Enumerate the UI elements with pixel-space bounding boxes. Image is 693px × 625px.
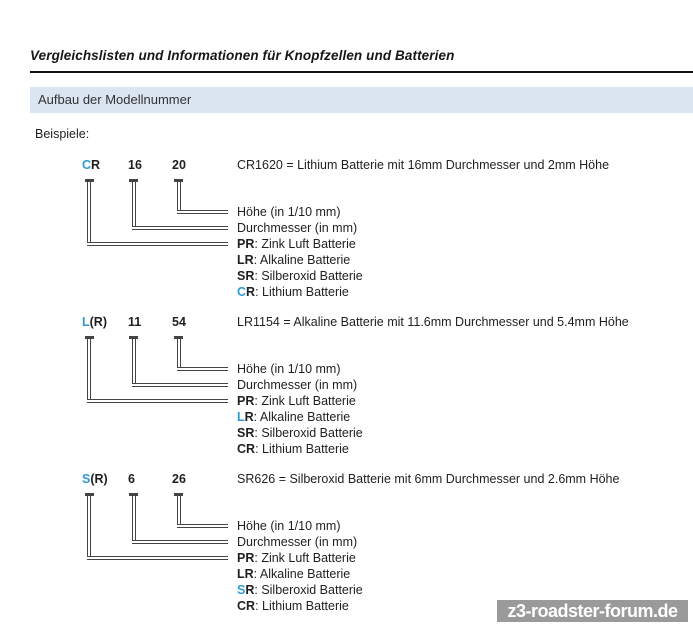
measure-label: Durchmesser (in mm)	[237, 378, 358, 392]
measure-label: Durchmesser (in mm)	[237, 221, 358, 235]
type-label-lr: LR: Alkaline Batterie	[237, 410, 351, 424]
connector-horizontal-code	[87, 242, 228, 246]
height-digits: 20	[172, 158, 186, 172]
connector-vertical-height	[177, 496, 181, 524]
type-label-lr: LR: Alkaline Batterie	[237, 567, 351, 581]
connector-vertical-height	[177, 339, 181, 367]
connector-horizontal-height	[177, 367, 228, 371]
measure-label: Höhe (in 1/10 mm)	[237, 362, 341, 376]
measure-label: Durchmesser (in mm)	[237, 535, 358, 549]
type-label-cr: CR: Lithium Batterie	[237, 285, 349, 299]
type-label-pr: PR: Zink Luft Batterie	[237, 551, 356, 565]
type-label-cr: CR: Lithium Batterie	[237, 599, 349, 613]
example-description: SR626 = Silberoxid Batterie mit 6mm Durchmesser und 2.6mm Höhe	[237, 472, 620, 486]
model-code-rest: R	[91, 158, 101, 172]
connector-horizontal-diameter	[132, 226, 228, 230]
type-label-lr: LR: Alkaline Batterie	[237, 253, 351, 267]
height-digits: 54	[172, 315, 186, 329]
measure-label: Höhe (in 1/10 mm)	[237, 519, 341, 533]
type-label-sr: SR: Silberoxid Batterie	[237, 426, 363, 440]
example-description: LR1154 = Alkaline Batterie mit 11.6mm Durchmesser und 5.4mm Höhe	[237, 315, 629, 329]
page-title: Vergleichslisten und Informationen für Knopfzellen und Batterien	[30, 48, 455, 63]
legend-labels	[237, 361, 363, 457]
measure-label: Höhe (in 1/10 mm)	[237, 205, 341, 219]
diameter-digits: 11	[128, 315, 142, 329]
type-label-pr: PR: Zink Luft Batterie	[237, 394, 356, 408]
forum-watermark: z3-roadster-forum.de	[497, 600, 688, 622]
connector-horizontal-height	[177, 524, 228, 528]
connector-horizontal-diameter	[132, 540, 228, 544]
example-block	[0, 158, 693, 315]
type-label-cr: CR: Lithium Batterie	[237, 442, 349, 456]
legend-labels	[237, 204, 363, 300]
model-code	[82, 315, 107, 329]
connector-horizontal-code	[87, 556, 228, 560]
model-code-type-letter: L	[82, 315, 90, 329]
section-header-bar	[30, 87, 693, 113]
example-block	[0, 315, 693, 472]
connector-horizontal-height	[177, 210, 228, 214]
examples-label: Beispiele:	[35, 127, 90, 141]
type-label-pr: PR: Zink Luft Batterie	[237, 237, 356, 251]
connector-vertical-code	[87, 182, 91, 242]
model-code-rest: (R)	[89, 315, 107, 329]
model-code	[82, 472, 108, 486]
type-label-sr: SR: Silberoxid Batterie	[237, 269, 363, 283]
connector-vertical-code	[87, 339, 91, 399]
connector-horizontal-diameter	[132, 383, 228, 387]
model-code-type-letter: S	[82, 472, 91, 486]
example-blocks	[0, 158, 693, 625]
connector-vertical-height	[177, 182, 181, 210]
legend-labels	[237, 518, 363, 614]
model-code-rest: (R)	[90, 472, 108, 486]
type-label-sr: SR: Silberoxid Batterie	[237, 583, 363, 597]
model-code	[82, 158, 100, 172]
connector-vertical-diameter	[132, 339, 136, 383]
section-header-label: Aufbau der Modellnummer	[38, 92, 192, 107]
connector-vertical-diameter	[132, 496, 136, 540]
connector-vertical-code	[87, 496, 91, 556]
connector-horizontal-code	[87, 399, 228, 403]
title-divider	[30, 71, 693, 73]
connector-vertical-diameter	[132, 182, 136, 226]
example-description: CR1620 = Lithium Batterie mit 16mm Durchmesser und 2mm Höhe	[237, 158, 610, 172]
diameter-digits: 16	[128, 158, 142, 172]
diameter-digits: 6	[128, 472, 135, 486]
height-digits: 26	[172, 472, 186, 486]
model-code-type-letter: C	[82, 158, 92, 172]
